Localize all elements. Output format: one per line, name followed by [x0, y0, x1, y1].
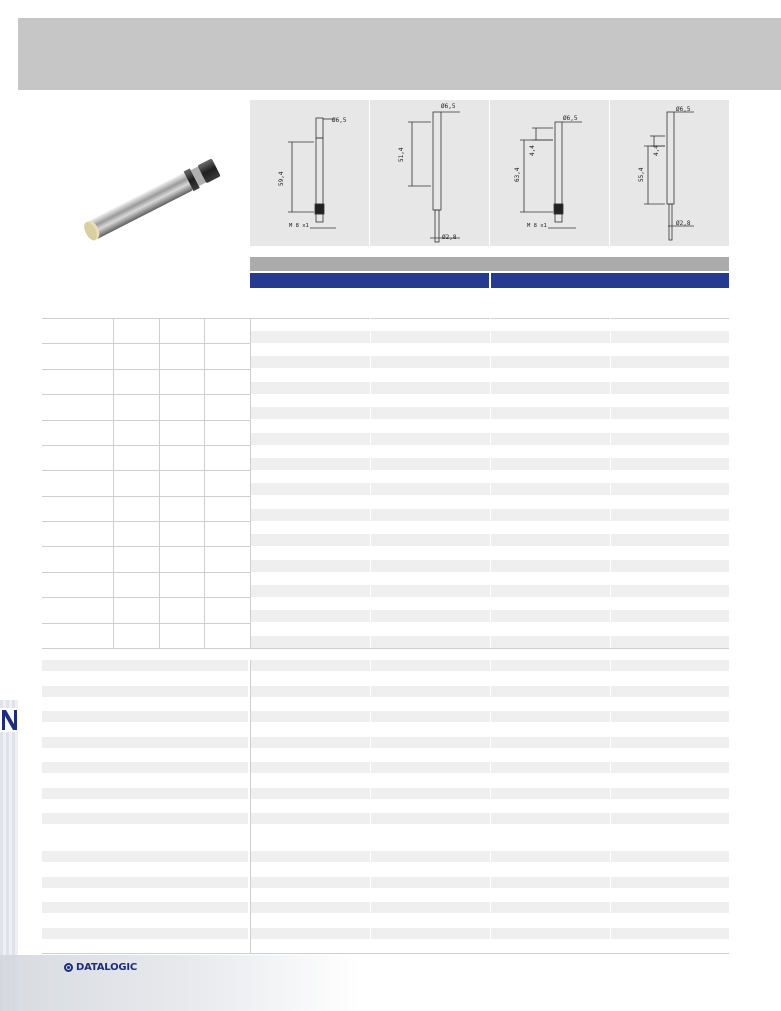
lower-col-divider	[490, 660, 491, 953]
drawing-3	[490, 100, 609, 246]
lower-row-stripe	[42, 813, 248, 824]
lower-row-stripe	[42, 762, 248, 773]
left-grid-rule	[42, 445, 250, 446]
table-blue-header	[250, 273, 729, 288]
dimension-drawings	[250, 100, 729, 246]
lower-row-stripe	[42, 686, 248, 697]
lower-row-stripe	[42, 851, 248, 862]
header-band	[18, 18, 781, 90]
table-bottom-rule	[42, 648, 729, 649]
lower-label-divider	[250, 660, 251, 953]
left-grid-rule	[42, 597, 250, 598]
table-col-divider	[610, 318, 611, 648]
drawing-2-svg	[370, 100, 489, 246]
blue-corner-tab-icon	[0, 708, 18, 732]
left-grid-rule	[42, 394, 250, 395]
logo-text: DATALOGIC	[76, 962, 138, 973]
left-grid-rule	[42, 521, 250, 522]
left-grid-rule	[42, 572, 250, 573]
table-col-divider	[490, 318, 491, 648]
dim-text: 51,4	[398, 147, 405, 162]
drawing-4	[610, 100, 729, 246]
left-grid-rule	[42, 420, 250, 421]
datalogic-logo-icon	[64, 963, 73, 972]
dim-text: Ø6,5	[441, 103, 456, 110]
drawing-1	[250, 100, 369, 246]
sensor-image	[44, 100, 247, 288]
dim-text: M 8 x1	[527, 223, 547, 229]
dim-text: Ø6,5	[332, 117, 347, 124]
dim-text: 59,4	[278, 171, 285, 186]
left-grid-rule	[42, 496, 250, 497]
table-col-divider	[370, 318, 371, 648]
datalogic-logo	[64, 962, 137, 973]
drawing-1-svg	[250, 100, 369, 246]
lower-col-divider	[610, 660, 611, 953]
dim-text: 63,4	[514, 167, 521, 182]
lower-row-stripe	[42, 902, 248, 913]
left-grid-rule	[42, 343, 250, 344]
lower-row-stripe	[42, 737, 248, 748]
lower-bottom-rule	[42, 953, 729, 954]
drawing-2	[370, 100, 489, 246]
dim-text: 4,4	[653, 145, 660, 156]
lower-col-divider	[370, 660, 371, 953]
drawing-4-svg	[610, 100, 729, 246]
lower-row-stripe	[42, 877, 248, 888]
dim-text: 55,4	[638, 167, 645, 182]
lower-row-stripe	[42, 711, 248, 722]
drawing-3-svg	[490, 100, 609, 246]
left-grid-col-rule	[113, 318, 114, 648]
dim-text: Ø6,5	[563, 115, 578, 122]
lower-row-stripe	[42, 928, 248, 939]
product-photo	[44, 100, 247, 288]
dim-text: 4,4	[529, 145, 536, 156]
table-gray-header	[250, 257, 729, 271]
dim-text: Ø2,8	[442, 234, 457, 241]
left-grid-col-rule	[159, 318, 160, 648]
dim-text: M 8 x1	[289, 223, 309, 229]
left-grid-rule	[42, 623, 250, 624]
lower-row-stripe	[42, 660, 248, 671]
left-grid-rule	[42, 369, 250, 370]
dim-text: Ø2,8	[676, 220, 691, 227]
left-grid-col-rule	[204, 318, 205, 648]
left-grid-rule	[42, 546, 250, 547]
lower-row-stripe	[42, 788, 248, 799]
dim-text: Ø6,5	[676, 106, 691, 113]
table-top-rule	[42, 318, 729, 319]
left-grid-rule	[42, 470, 250, 471]
bottom-texture	[0, 955, 360, 1011]
